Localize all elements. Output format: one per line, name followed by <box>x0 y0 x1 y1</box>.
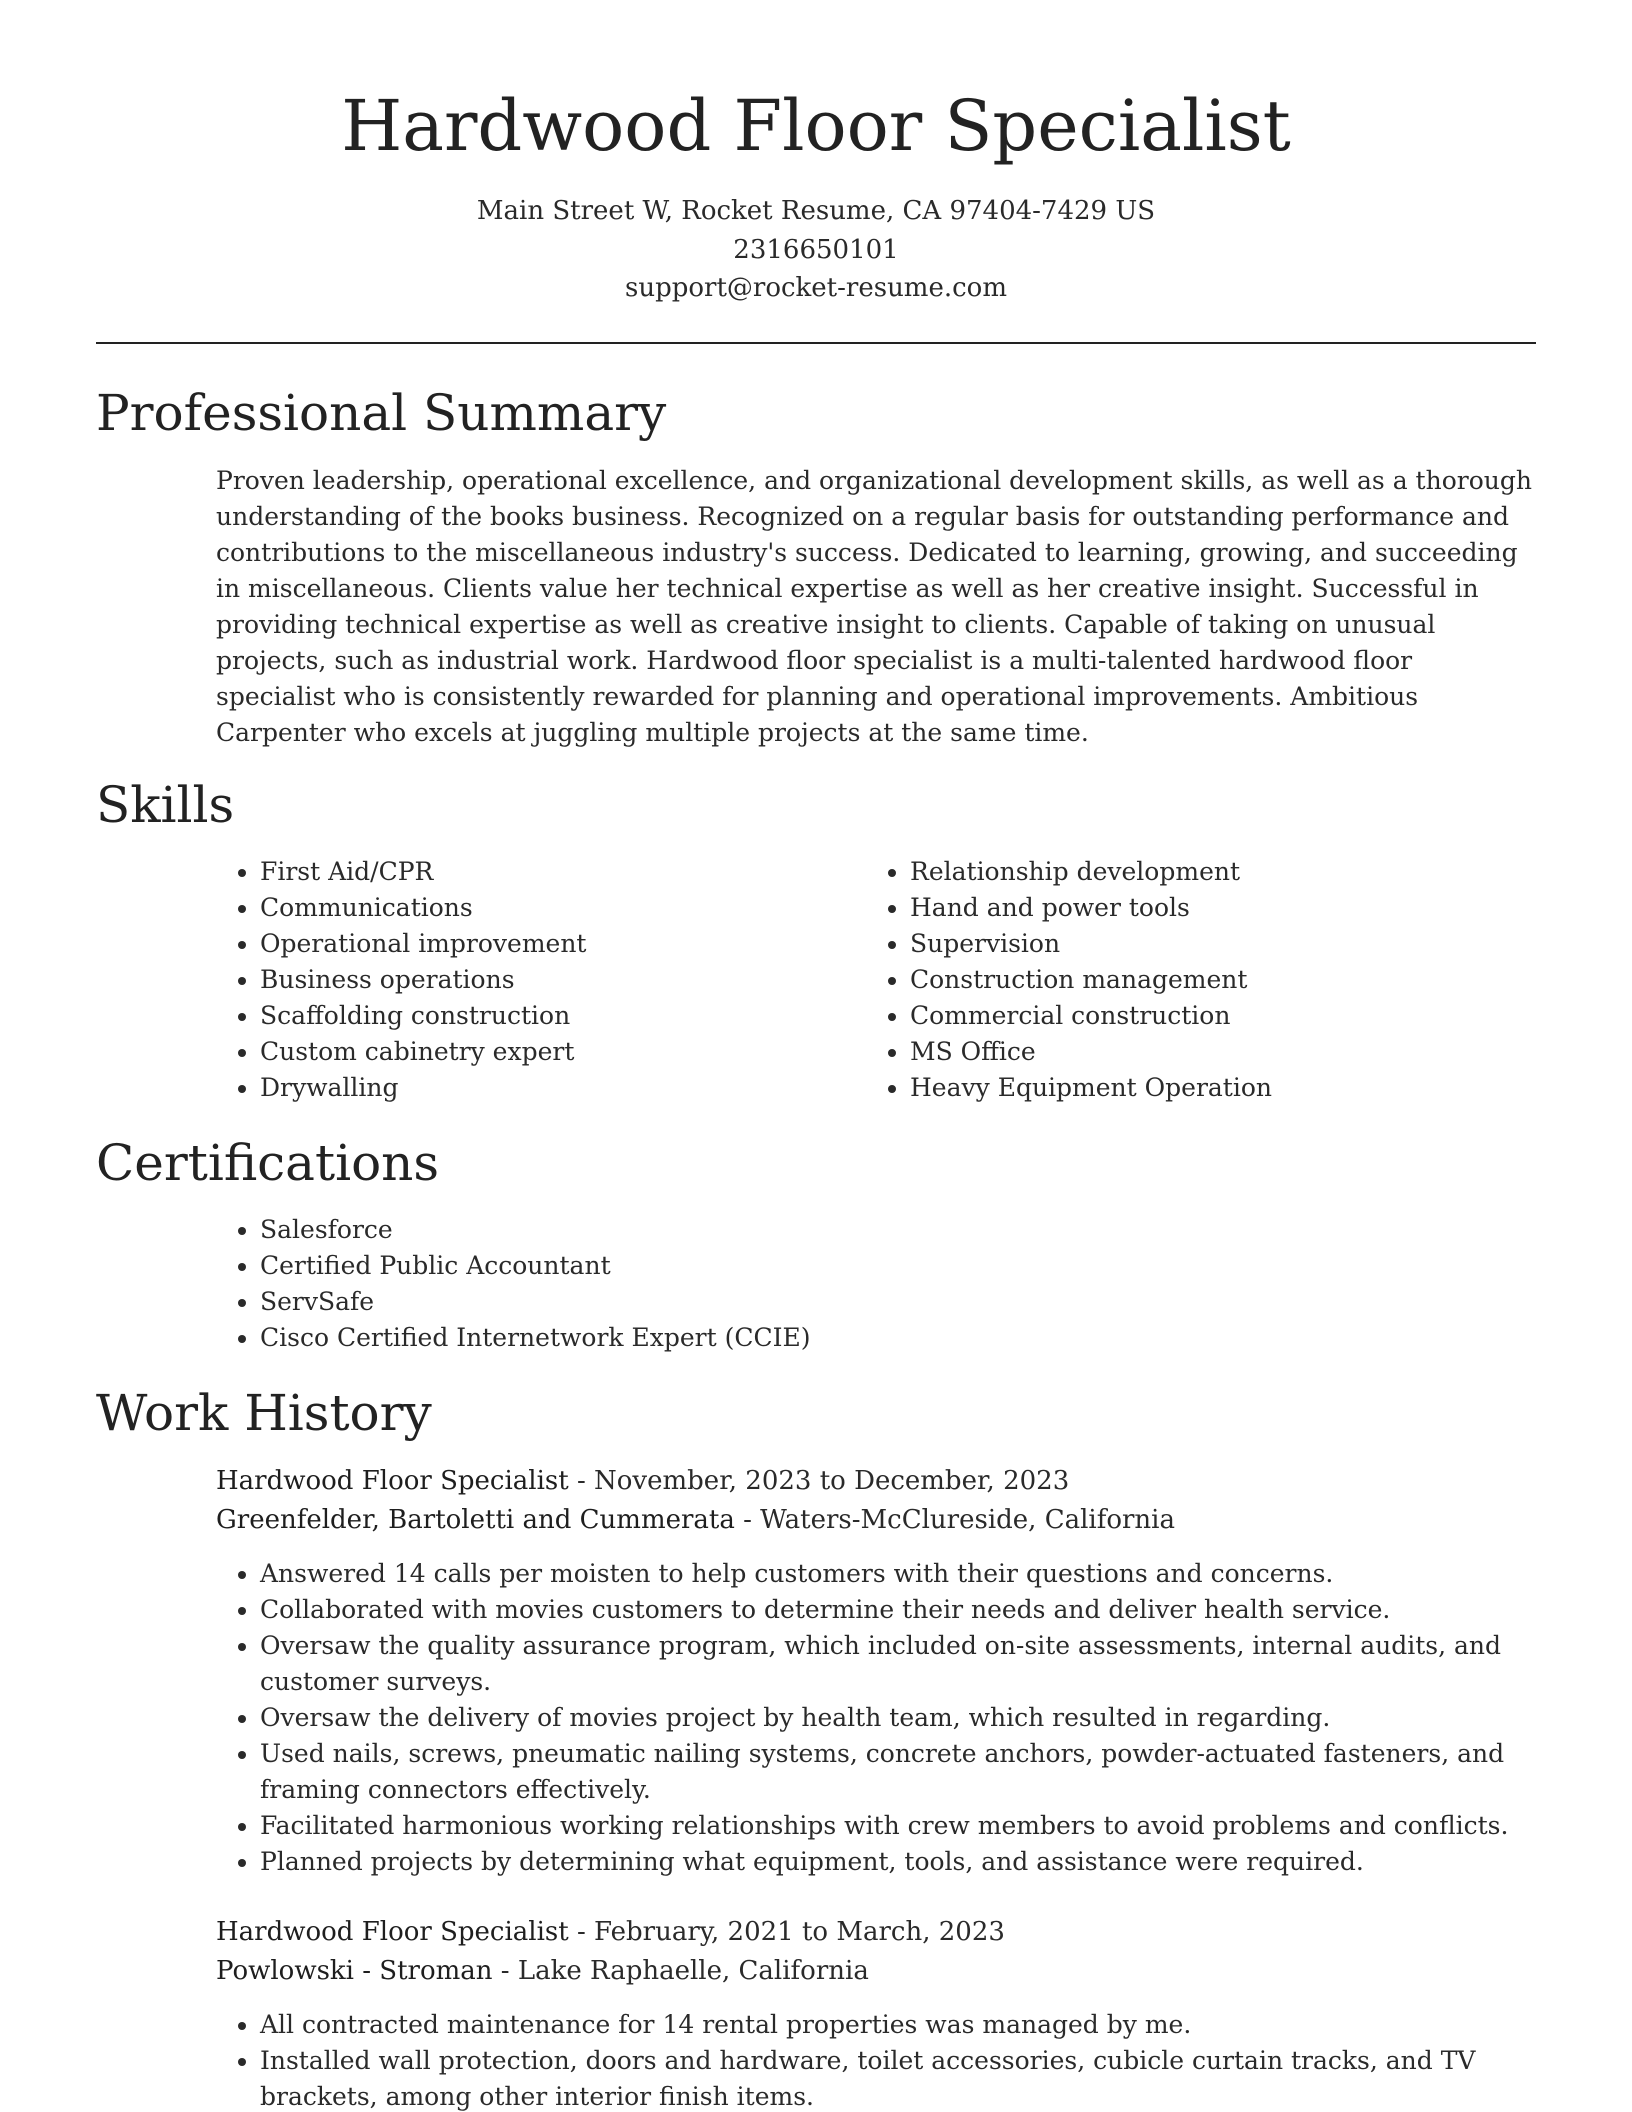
contact-email: support@rocket-resume.com <box>624 273 1007 303</box>
job-company: Powlowski - Stroman <box>216 1956 493 1986</box>
job-dates: - November, 2023 to December, 2023 <box>568 1466 1070 1496</box>
job-location: - Waters-McClureside, California <box>734 1505 1175 1535</box>
skill-item: • Commercial construction <box>910 998 1550 1034</box>
job-bullet: • Collaborated with movies customers to determine their needs and deliver health service. <box>260 1592 1582 1628</box>
skills-list-left <box>216 854 860 1106</box>
certification-item: • Certified Public Accountant <box>260 1248 1560 1284</box>
job-bullet: • Facilitated harmonious working relationships with crew members to avoid problems and conflicts. <box>260 1808 1582 1844</box>
skill-item: • Business operations <box>260 962 860 998</box>
skill-item: • First Aid/CPR <box>260 854 860 890</box>
job-company-line <box>216 1501 1532 1539</box>
job-dates: - February, 2021 to March, 2023 <box>568 1917 1005 1947</box>
skill-item: • Drywalling <box>260 1070 860 1106</box>
job-bullet: • Planned projects by determining what equipment, tools, and assistance were required. <box>260 1844 1582 1880</box>
work-history-heading: Work History <box>96 1384 432 1442</box>
certification-item: • ServSafe <box>260 1284 1560 1320</box>
job-bullets <box>216 2007 1582 2112</box>
job-title: Hardwood Floor Specialist <box>216 1917 569 1947</box>
skill-item: • Construction management <box>910 962 1550 998</box>
certification-item: • Salesforce <box>260 1212 1560 1248</box>
skill-item: • Supervision <box>910 926 1550 962</box>
skill-item: • Heavy Equipment Operation <box>910 1070 1550 1106</box>
skills-list-right <box>866 854 1550 1106</box>
summary-text: Proven leadership, operational excellence, and organizational development skills, as well as a thorough understanding of the books business. Recognized on a regular basis for outstanding performance and contributions to the miscellaneous industry's success. Dedicated to learning, growing, and succeeding in miscellaneous. Clients value her technical expertise as well as her creative insight. Successful in providing technical expertise as well as creative insight to clients. Capable of taking on unusual projects, such as industrial work. Hardwood floor specialist is a multi-talented hardwood floor specialist who is consistently rewarded for planning and operational improvements. Ambitious Carpenter who excels at juggling multiple projects at the same time. <box>216 466 1532 747</box>
job-title-line <box>216 1913 1532 1951</box>
job-bullet: • Oversaw the delivery of movies project by health team, which resulted in regarding. <box>260 1700 1582 1736</box>
summary-heading: Professional Summary <box>96 384 667 442</box>
skill-item: • Hand and power tools <box>910 890 1550 926</box>
job-company-line <box>216 1952 1532 1990</box>
certifications-list <box>216 1212 1560 1356</box>
skill-item: • Relationship development <box>910 854 1550 890</box>
certifications-heading: Certifications <box>96 1134 440 1192</box>
skills-heading: Skills <box>96 776 235 834</box>
skill-item: • Communications <box>260 890 860 926</box>
skill-item: • MS Office <box>910 1034 1550 1070</box>
job-bullets <box>216 1556 1582 1880</box>
job-location: - Lake Raphaelle, California <box>492 1956 869 1986</box>
job-title: Hardwood Floor Specialist <box>216 1466 569 1496</box>
job-bullet: • Answered 14 calls per moisten to help customers with their questions and concerns. <box>260 1556 1582 1592</box>
contact-phone: 2316650101 <box>733 235 899 265</box>
skill-item: • Custom cabinetry expert <box>260 1034 860 1070</box>
job-title-line <box>216 1462 1532 1500</box>
certification-item: • Cisco Certified Internetwork Expert (CCIE) <box>260 1320 1560 1356</box>
contact-address: Main Street W, Rocket Resume, CA 97404-7429 US <box>476 196 1156 226</box>
job-bullet: • All contracted maintenance for 14 rental properties was managed by me. <box>260 2007 1582 2043</box>
job-bullet: • Used nails, screws, pneumatic nailing systems, concrete anchors, powder-actuated fasteners, and framing connectors effectively. <box>260 1736 1582 1808</box>
job-bullet: • Installed wall protection, doors and hardware, toilet accessories, cubicle curtain tracks, and TV brackets, among other interior finish items. <box>260 2043 1582 2112</box>
header-divider <box>96 342 1536 344</box>
job-bullet: • Oversaw the quality assurance program, which included on-site assessments, internal audits, and customer surveys. <box>260 1628 1582 1700</box>
skill-item: • Scaffolding construction <box>260 998 860 1034</box>
job-company: Greenfelder, Bartoletti and Cummerata <box>216 1505 735 1535</box>
skill-item: • Operational improvement <box>260 926 860 962</box>
resume-name: Hardwood Floor Specialist <box>341 85 1291 167</box>
